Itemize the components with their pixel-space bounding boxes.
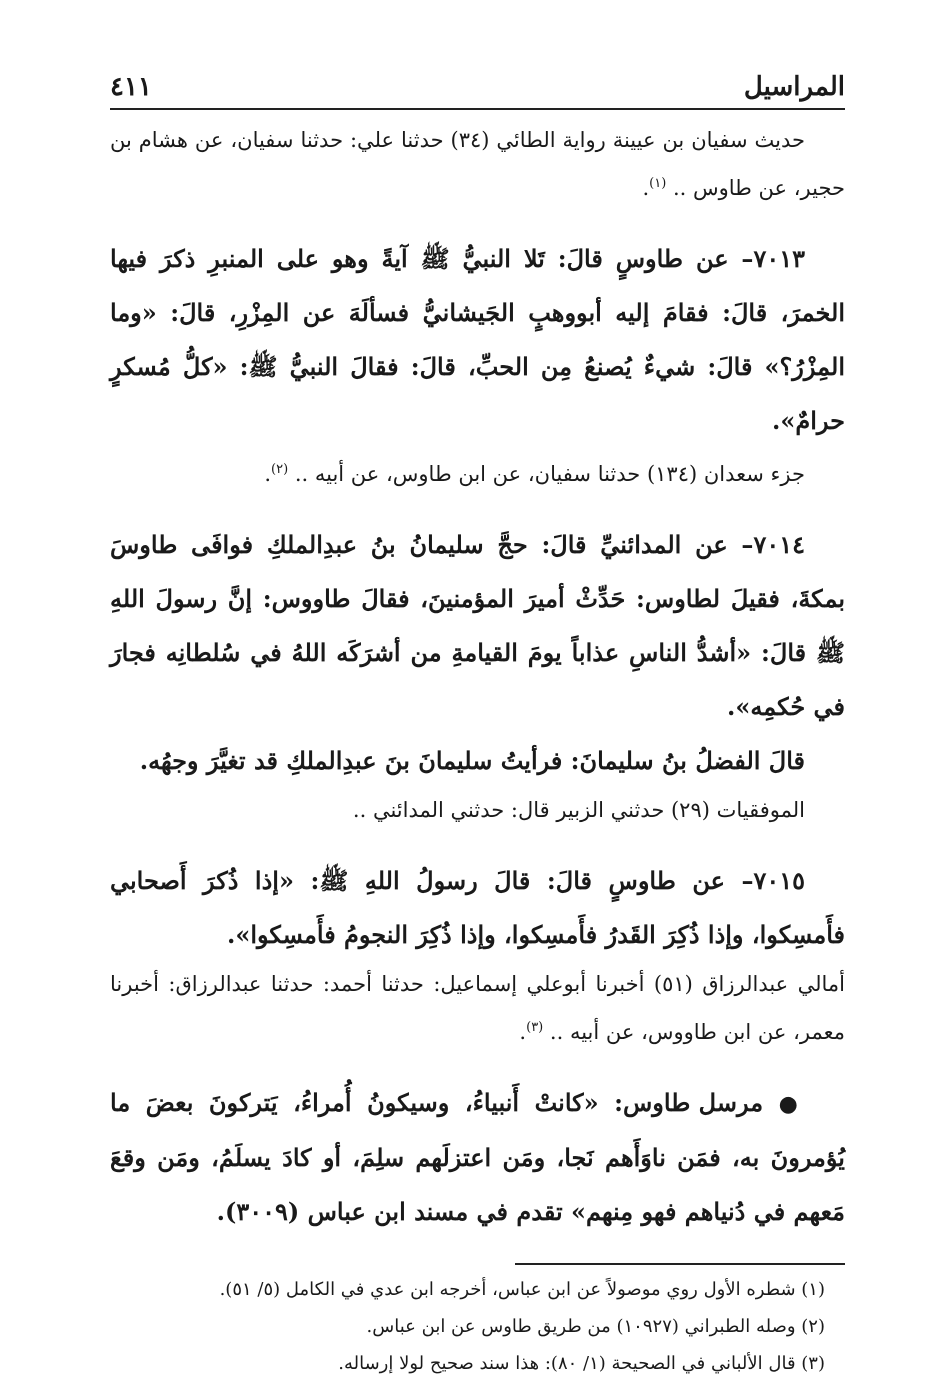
hadith-text: قالَ الفضلُ بنُ سليمانَ: فرأيتُ سليمانَ بنَ عبدِالملكِ قد تغيَّرَ وجهُه.: [139, 746, 805, 775]
source-citation: حديث سفيان بن عيينة رواية الطائي (٣٤) حدثنا علي: حدثنا سفيان، عن هشام بن حجير، عن طاوس .. $^{(١)}$.: [110, 128, 845, 200]
page-header: [110, 62, 845, 110]
footnote: (٣) قال الألباني في الصحيحة (١/ ٨٠): هذا سند صحيح لولا إرساله.: [338, 1353, 825, 1374]
source-text: الموفقيات (٢٩) حدثني الزبير قال: حدثني المدائني ..: [352, 798, 805, 822]
footnotes: [110, 1271, 845, 1382]
hadith-text: ٧٠١٣– عن طاوسٍ قالَ: تَلا النبيُّ ﷺ آيةً وهو على المنبرِ ذكرَ فيها الخمرَ، قالَ: فقامَ إليه أبووهبٍ الجَيشانيُّ فسألَهَ عن المِزْرِ، قالَ: «وما المِزْرُ؟» قالَ: شيءٌ يُصنعُ مِن الحبِّ، قالَ: فقالَ النبيُّ ﷺ: «كلُّ مُسكرٍ حرامٌ».: [110, 244, 845, 435]
hadith-text: مرسل طاوس: «كانتْ أَنبياءُ، وسيكونُ أُمراءُ، يَتركونَ بعضَ ما يُؤمرونَ به، فمَن ناوَأَهم نَجا، ومَن اعتزلَهم سلِمَ، أو كادَ يسلَمُ، ومَن وقعَ مَعهم في دُنياهم فهو مِنهم» تقدم في مسند ابن عباس (٣٠٠٩).: [110, 1088, 845, 1226]
mursal-hadith: [110, 1076, 845, 1239]
page-number: ٤١١: [110, 72, 152, 102]
footnote-ref: (٣): [526, 1020, 544, 1035]
page: [110, 62, 845, 1382]
bullet-icon: ●: [778, 1091, 806, 1117]
footnote-ref: (٢): [271, 462, 289, 477]
footnote-divider: [515, 1263, 845, 1265]
hadith-text: ٧٠١٤– عن المدائنيِّ قالَ: حجَّ سليمانُ بنُ عبدِالملكِ فوافَى طاوسَ بمكةَ، فقيلَ لطاوس: حَدِّثْ أميرَ المؤمنينَ، فقالَ طاووس: إنَّ رسولَ اللهِ ﷺ قالَ: «أشدُّ الناسِ عذاباً يومَ القيامةِ من أشرَكَه اللهُ في سُلطانِه فجارَ في حُكمِه».: [110, 530, 845, 721]
source-text: حديث سفيان بن عيينة رواية الطائي (٣٤) حدثنا علي: حدثنا سفيان، عن هشام بن حجير، عن طاوس ..: [110, 128, 845, 200]
source-text: جزء سعدان (١٣٤) حدثنا سفيان، عن ابن طاوس، عن أبيه ..: [288, 462, 805, 486]
footnote: (١) شطره الأول روي موصولاً عن ابن عباس، أخرجه ابن عدي في الكامل (٥/ ٥١).: [219, 1279, 825, 1300]
source-text: أمالي عبدالرزاق (٥١) أخبرنا أبوعلي إسماعيل: حدثنا أحمد: حدثنا عبدالرزاق: أخبرنا معمر، عن ابن طاووس، عن أبيه ..: [110, 972, 846, 1044]
running-title: المراسيل: [743, 72, 845, 102]
source-citation: [110, 788, 845, 832]
source-citation: أمالي عبدالرزاق (٥١) أخبرنا أبوعلي إسماعيل: حدثنا أحمد: حدثنا عبدالرزاق: أخبرنا معمر، عن ابن طاووس، عن أبيه .. $^{(٣)}$.: [110, 972, 846, 1044]
footnote-ref: (١): [649, 176, 667, 191]
source-citation: جزء سعدان (١٣٤) حدثنا سفيان، عن ابن طاوس، عن أبيه .. $^{(٢)}$.: [264, 462, 805, 486]
hadith-text: ٧٠١٥– عن طاوسٍ قالَ: قالَ رسولُ اللهِ ﷺ: «إذا ذُكرَ أَصحابي فأَمسِكوا، وإذا ذُكِرَ القَدرُ فأَمسِكوا، وإذا ذُكِرَ النجومُ فأَمسِكوا».: [110, 866, 845, 949]
footnote: (٢) وصله الطبراني (١٠٩٢٧) من طريق طاوس عن ابن عباس.: [366, 1316, 825, 1337]
